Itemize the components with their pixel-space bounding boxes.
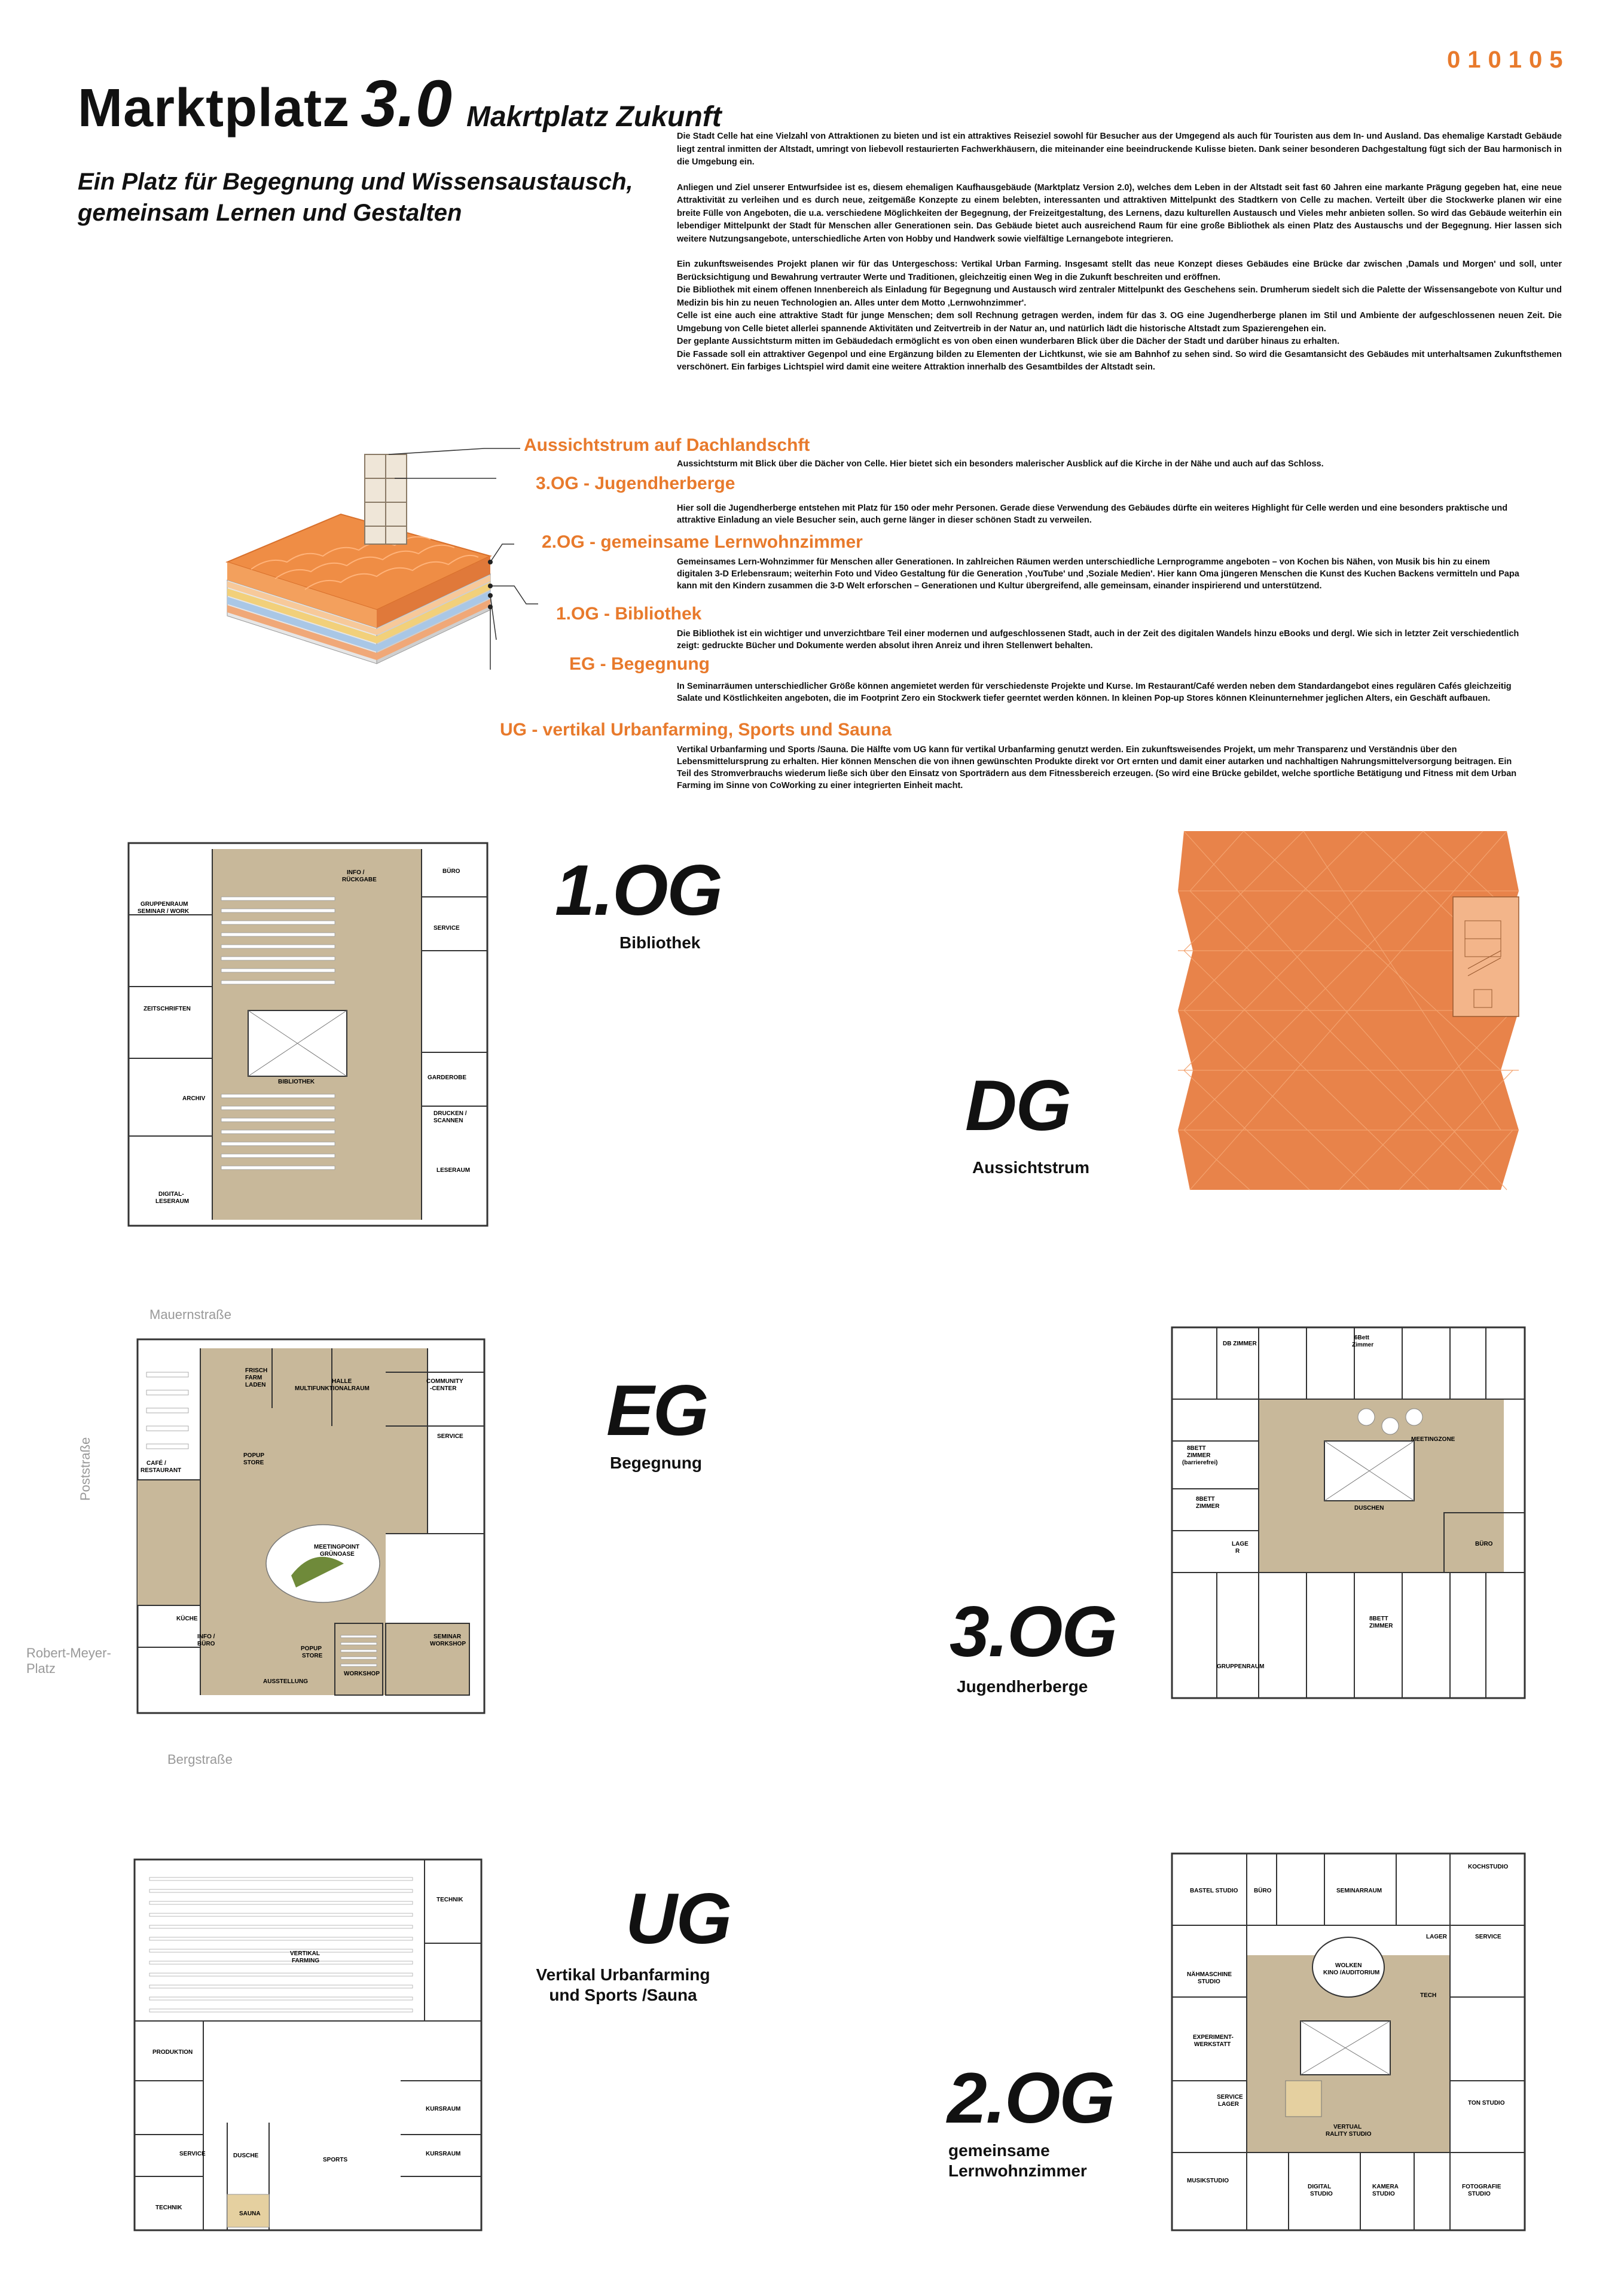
room-label: -CENTER bbox=[430, 1385, 457, 1392]
intro-paragraph: Anliegen und Ziel unserer Entwurfsidee ist es, diesem ehemaligen Kaufhausgebäude (Marktplatz Version 2.0), welches dem Leben in der Altstadt seit fast 60 Jahren eine markante Prägung gegeben hat, eine neue Attraktivität zu verleihen und es durch neue, zeitgemäße Konzepte zu einem belebten, interessanten und attraktiven Mittelpunkt des Stadtkern von Celle zu machen. Verteilt über die Stockwerke planen wir eine breite Fülle von Angeboten, die u.a. verschiedene Möglichkeiten der Begegnung, der Freizeitgestaltung, des Lernens, dazu kulturellen Austausch und Vieles mehr anbieten sollen. So wird das Gebäude weiterhin ein lebendiger Mittelpunkt der Stadt für Menschen aller Generationen sein. Das Gebäude bietet auch ausreichend Raum für eine große Bibliothek als einen Platz des Austauschs und der Begegnung. Hier lassen sich weitere Nutzungsangebote, unterschiedliche Arten von Hobby und Handwerk sowie vielfältige Lernangebote integrieren. bbox=[677, 182, 1562, 244]
room-label: BÜRO bbox=[197, 1641, 215, 1647]
sheet-number: 010105 bbox=[1447, 47, 1570, 73]
level-text-dg: Aussichtsturm mit Blick über die Dächer von Celle. Hier bietet sich ein besonders malerischer Ausblick auf die Kirche in der Nähe und auch auf das Schloss. bbox=[677, 459, 1324, 469]
room-label: STUDIO bbox=[1372, 2191, 1395, 2197]
floorplan-2og bbox=[1169, 1818, 1528, 2236]
room-label: NÄHMASCHINE bbox=[1187, 1971, 1232, 1978]
room-label: FOTOGRAFIE bbox=[1462, 2184, 1501, 2190]
page-title bbox=[78, 66, 722, 142]
intro-paragraph: Celle ist eine auch eine attraktive Stadt für junge Menschen; dem soll Rechnung getragen werden, indem für das 3. OG eine Jugendherberge planen im Stil und Ambiente der aufgeschlossenen neuen Zeit. Die Umgebung von Celle bietet allerlei spannende Aktivitäten und Zeitvertreib in der Natur an, und natürlich lädt die historische Altstadt zum Spazierengehen ein. bbox=[677, 311, 1562, 334]
room-label: ZIMMER bbox=[1196, 1503, 1220, 1510]
room-label: (barrierefrei) bbox=[1182, 1460, 1218, 1466]
intro-paragraph: Die Fassade soll ein attraktiver Gegenpol und eine Ergänzung bilden zu Elementen der Lichtkunst, wie sie am Bahnhof zu sehen sind. So wird die Gesamtansicht des Gebäudes mit unterhaltsamen Zukunftsthemen verschönert. Ein farbiges Lichtspiel wird damit eine weitere Attraktion innerhalb des Gesamtbildes der Altstadt sein. bbox=[677, 349, 1562, 372]
room-label: COMMUNITY bbox=[426, 1378, 463, 1385]
room-label: BASTEL STUDIO bbox=[1190, 1888, 1238, 1894]
room-label: KURSRAUM bbox=[426, 2106, 461, 2112]
room-label: WORKSHOP bbox=[344, 1671, 380, 1677]
room-label: VERTIKAL bbox=[290, 1950, 320, 1957]
room-label: LADEN bbox=[245, 1382, 266, 1388]
intro-paragraph: Ein zukunftsweisendes Projekt planen wir für das Untergeschoss: Vertikal Urban Farming. Insgesamt stellt das neue Konzept dieses Gebäudes eine Brücke dar zwischen ‚Damals und Morgen' und soll, unter Berücksichtigung und Bewahrung vertrauter Werte und Traditionen, gleichzeitig einen Weg in die Zukunft beschreiten und eröffnen. bbox=[677, 259, 1562, 282]
room-label: GRUPPENRAUM bbox=[1217, 1663, 1265, 1670]
floor-caption-3og: Jugendherberge bbox=[957, 1677, 1088, 1696]
floorplan-eg bbox=[135, 1336, 487, 1719]
room-label: 8BETT bbox=[1187, 1445, 1206, 1452]
room-label: SERVICE bbox=[434, 925, 460, 932]
room-label: 6Bett bbox=[1354, 1335, 1370, 1341]
room-label: WORKSHOP bbox=[430, 1641, 466, 1647]
square-label-line1: Robert-Meyer- bbox=[26, 1645, 111, 1660]
floor-caption-eg: Begegnung bbox=[610, 1454, 702, 1472]
building-axonometric bbox=[215, 442, 550, 670]
floorplan-3og bbox=[1169, 1321, 1528, 1704]
room-label: 8BETT bbox=[1196, 1496, 1215, 1503]
floor-label-ug: UG bbox=[625, 1879, 731, 1959]
room-label: RESTAURANT bbox=[141, 1467, 182, 1474]
room-label: SERVICE bbox=[179, 2151, 206, 2157]
level-text-3og: Hier soll die Jugendherberge entstehen mit Platz für 150 oder mehr Personen. Gerade diese Verwendung des Gebäudes dürfte ein weiteres Highlight für Celle werden und eine besonders praktische und attraktive Einladung an viele Besucher sein, auch gerne länger in dieser schönen Stadt zu verweilen. bbox=[677, 503, 1508, 525]
intro-paragraph: Der geplante Aussichtsturm mitten im Gebäudedach ermöglicht es von oben einen wunderbaren Blick über die Dächer der Stadt und darüber hinaus zu erhalten. bbox=[677, 337, 1340, 346]
room-label: INFO / bbox=[347, 869, 365, 876]
title-version: 3.0 bbox=[361, 67, 452, 141]
room-label: SERVICE bbox=[1217, 2094, 1243, 2100]
floorplan-ug bbox=[132, 1854, 490, 2236]
room-label: SEMINAR bbox=[434, 1634, 462, 1640]
room-label: EXPERIMENT- bbox=[1193, 2034, 1234, 2041]
room-label: R bbox=[1235, 1548, 1240, 1555]
level-heading-ug: UG - vertikal Urbanfarming, Sports und Sauna bbox=[500, 720, 892, 740]
room-label: INFO / bbox=[197, 1634, 215, 1640]
room-label: PRODUKTION bbox=[152, 2049, 193, 2056]
room-label: ZIMMER bbox=[1369, 1623, 1393, 1629]
room-label: MEETINGZONE bbox=[1411, 1436, 1455, 1443]
room-label: BIBLIOTHEK bbox=[278, 1079, 315, 1085]
floor-label-eg: EG bbox=[606, 1370, 708, 1451]
room-label: BÜRO bbox=[1254, 1888, 1272, 1894]
floor-caption-ug bbox=[521, 1965, 725, 2005]
floor-label-1og: 1.OG bbox=[555, 850, 722, 930]
room-label: LAGER bbox=[1426, 1934, 1447, 1940]
room-label: ZEITSCHRIFTEN bbox=[144, 1006, 191, 1012]
room-label: STUDIO bbox=[1468, 2191, 1491, 2197]
room-label: Zimmer bbox=[1352, 1342, 1374, 1348]
room-label: SAUNA bbox=[239, 2210, 261, 2217]
room-label: AUSSTELLUNG bbox=[263, 1678, 308, 1685]
square-label bbox=[26, 1645, 111, 1677]
room-label: DB ZIMMER bbox=[1223, 1341, 1257, 1347]
floor-label-dg: DG bbox=[965, 1065, 1070, 1146]
room-label: KÜCHE bbox=[176, 1616, 198, 1622]
room-label: LESERAUM bbox=[155, 1198, 190, 1205]
square-label-line2: Platz bbox=[26, 1661, 56, 1676]
room-label: RÜCKGABE bbox=[342, 877, 377, 883]
room-label: SEMINARRAUM bbox=[1336, 1888, 1382, 1894]
room-label: FRISCH bbox=[245, 1367, 268, 1374]
room-label: MEETINGPOINT bbox=[314, 1544, 360, 1550]
level-heading-2og: 2.OG - gemeinsame Lernwohnzimmer bbox=[542, 532, 863, 552]
room-label: STORE bbox=[302, 1653, 323, 1659]
room-label: LAGE bbox=[1232, 1541, 1248, 1547]
level-text-1og: Die Bibliothek ist ein wichtiger und unverzichtbare Teil einer modernen und aufgeschlossenen Stadt, auch in der Zeit des digitalen Wandels hinzu eBooks und dergl. Wie sich in letzter Zeit verschiedentlich zeigt: gedruckte Bücher und Dokumente werden absolut ihren Anreiz und ihren Stellenwert behalten. bbox=[677, 629, 1519, 651]
floor-caption-2og-line2: Lernwohnzimmer bbox=[948, 2161, 1087, 2180]
room-label: FARMING bbox=[292, 1958, 320, 1964]
street-north: Mauernstraße bbox=[149, 1307, 231, 1322]
floor-caption-ug-line2: und Sports /Sauna bbox=[549, 1986, 697, 2004]
room-label: GRÜNOASE bbox=[320, 1551, 355, 1558]
floor-caption-dg: Aussichtstrum bbox=[972, 1158, 1090, 1177]
room-label: KOCHSTUDIO bbox=[1468, 1864, 1509, 1870]
room-label: TON STUDIO bbox=[1468, 2100, 1505, 2106]
room-label: LESERAUM bbox=[436, 1167, 471, 1174]
room-label: DUSCHEN bbox=[1354, 1505, 1384, 1512]
subtitle: Ein Platz für Begegnung und Wissensaustausch, gemeinsam Lernen und Gestalten bbox=[78, 169, 633, 226]
room-label: ARCHIV bbox=[182, 1095, 206, 1102]
level-heading-dg: Aussichtstrum auf Dachlandschft bbox=[524, 435, 810, 455]
room-label: RALITY STUDIO bbox=[1326, 2131, 1372, 2138]
room-label: SERVICE bbox=[437, 1433, 463, 1440]
room-label: STUDIO bbox=[1198, 1979, 1220, 1985]
room-label: VERTUAL bbox=[1333, 2124, 1362, 2130]
floor-caption-2og-line1: gemeinsame bbox=[948, 2141, 1050, 2160]
room-label: TECHNIK bbox=[436, 1897, 463, 1903]
floorplan-1og bbox=[126, 837, 490, 1232]
room-label: KURSRAUM bbox=[426, 2151, 461, 2157]
level-text-ug: Vertikal Urbanfarming und Sports /Sauna. Die Hälfte vom UG kann für vertikal Urbanfarming genutzt werden. Ein zukunftsweisendes Projekt, um mehr Transparenz und Verständnis über den Lebensmittelursprung zu erhalten. Hier können Menschen die von ihnen gewünschten Produkte direkt vor Ort ernten und damit einer autarken und nachhaltigen Nahrungsmittelversorgung beitragen. Ein Teil des Stromverbrauchs wiederum ließe sich über den Einsatz von Sporträdern aus dem Fitnessbereich erzeugen. (So wird eine Brücke gebildet, welche sportliche Betätigung und Fitness mit dem Urban Farming im Sinne von CoWorking zu einer integrierten Einheit macht. bbox=[677, 745, 1517, 790]
street-south: Bergstraße bbox=[167, 1752, 233, 1767]
room-label: DRUCKEN / bbox=[434, 1110, 467, 1117]
room-label: DIGITAL- bbox=[158, 1191, 184, 1198]
room-label: MUSIKSTUDIO bbox=[1187, 2178, 1229, 2184]
title-main: Marktplatz bbox=[78, 78, 350, 138]
room-label: STORE bbox=[243, 1460, 264, 1466]
room-label: STUDIO bbox=[1310, 2191, 1333, 2197]
room-label: WERKSTATT bbox=[1194, 2041, 1231, 2048]
floor-label-2og: 2.OG bbox=[947, 2058, 1114, 2138]
room-label: CAFÉ / bbox=[146, 1460, 166, 1467]
room-label: POPUP bbox=[301, 1645, 322, 1652]
room-label: SPORTS bbox=[323, 2157, 348, 2163]
room-label: GARDEROBE bbox=[428, 1074, 467, 1081]
room-label: GRUPPENRAUM bbox=[141, 901, 188, 908]
level-text-2og: Gemeinsames Lern-Wohnzimmer für Menschen aller Generationen. In zahlreichen Räumen werden unterschiedliche Lernprogramme angeboten – von Kochen bis Nähen, von Musik bis hin zu einem digitalen 3-D Erlebensraum; weiterhin Foto und Video Gestaltung für die Generation ‚YouTube' und ‚Soziale Medien'. Hier kann Oma jüngeren Menschen die Kunst des Kuchen Backens vermitteln und Papa kann mit den Kindern zusammen die 3-D Welt erforschen – Generationen und Kultur übergreifend, alle gemeinsam, einander inspirierend und unterstützend. bbox=[677, 557, 1519, 591]
room-label: HALLE bbox=[332, 1378, 352, 1385]
level-heading-1og: 1.OG - Bibliothek bbox=[556, 604, 702, 624]
intro-paragraph: Die Stadt Celle hat eine Vielzahl von Attraktionen zu bieten und ist ein attraktives Reiseziel sowohl für Besucher aus der Umgegend als auch für Touristen aus dem In- und Ausland. Das ehemalige Karstadt Gebäude liegt zentral inmitten der Altstadt, umringt von liebevoll restaurierten Fachwerkhäusern, die miteinander eine beeindruckende Kulisse bieten. Dank seiner besonderen Dachgestaltung fügt sich der Bau harmonisch in die Umgebung ein. bbox=[677, 132, 1562, 167]
level-heading-3og: 3.OG - Jugendherberge bbox=[536, 474, 735, 493]
room-label: SCANNEN bbox=[434, 1118, 463, 1124]
floor-caption-2og bbox=[948, 2141, 1087, 2181]
room-label: KAMERA bbox=[1372, 2184, 1399, 2190]
intro-text bbox=[677, 130, 1562, 374]
title-sub: Makrtplatz Zukunft bbox=[466, 101, 722, 133]
intro-paragraph: Die Bibliothek mit einem offenen Innenbereich als Einladung für Begegnung und Austausch wird zentraler Mittelpunkt des Geschehens sein. Drumherum siedelt sich die Palette der Wissensangebote von Kultur und Medizin bis hin zu neuen Technologien an. Alles unter dem Motto ‚Lernwohnzimmer'. bbox=[677, 285, 1562, 308]
level-text-eg: In Seminarräumen unterschiedlicher Größe können angemietet werden für verschiedenste Projekte und Kurse. Im Restaurant/Café werden neben dem Standardangebot eines regulären Cafés gleichzeitig Salate und Köstlichkeiten angeboten, die im Footprint Zero ein Stockwerk tiefer geerntet werden können. In kleinen Pop-up Stores können Kleinunternehmer jeglichen Alters, ein Geschäft aufbauen. bbox=[677, 682, 1512, 703]
room-label: TECHNIK bbox=[155, 2205, 182, 2211]
room-label: SERVICE bbox=[1475, 1934, 1501, 1940]
floorplan-dg bbox=[1166, 819, 1525, 1208]
room-label: LAGER bbox=[1218, 2101, 1239, 2108]
floor-caption-1og: Bibliothek bbox=[619, 933, 701, 952]
room-label: KINO /AUDITORIUM bbox=[1323, 1970, 1380, 1976]
street-west: Poststraße bbox=[78, 1437, 93, 1501]
room-label: ZIMMER bbox=[1187, 1452, 1211, 1459]
level-heading-eg: EG - Begegnung bbox=[569, 654, 710, 674]
room-label: MULTIFUNKTIONALRAUM bbox=[295, 1385, 370, 1392]
room-label: 8BETT bbox=[1369, 1616, 1388, 1622]
floor-caption-ug-line1: Vertikal Urbanfarming bbox=[536, 1965, 710, 1984]
room-label: DIGITAL bbox=[1308, 2184, 1332, 2190]
room-label: BÜRO bbox=[1475, 1541, 1493, 1547]
room-label: TECH bbox=[1420, 1992, 1437, 1999]
room-label: DUSCHE bbox=[233, 2152, 259, 2159]
room-label: WOLKEN bbox=[1335, 1962, 1362, 1969]
floor-label-3og: 3.OG bbox=[950, 1592, 1116, 1672]
room-label: FARM bbox=[245, 1375, 262, 1381]
room-label: POPUP bbox=[243, 1452, 265, 1459]
room-label: SEMINAR / WORK bbox=[138, 908, 190, 915]
room-label: BÜRO bbox=[442, 868, 460, 875]
